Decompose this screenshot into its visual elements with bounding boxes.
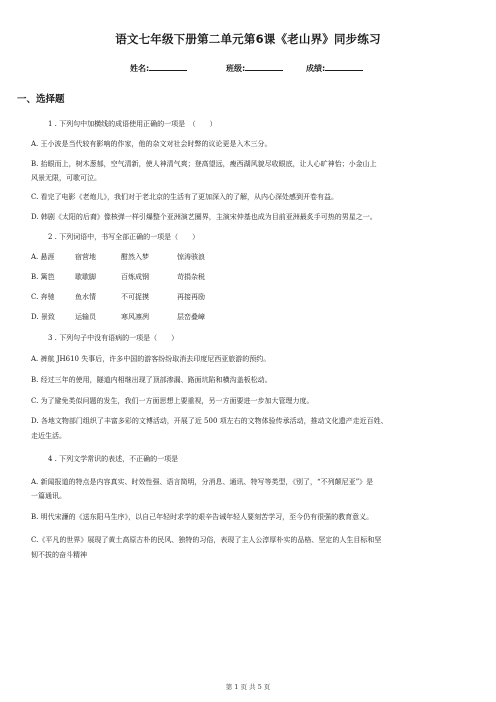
question-1-option-a: A. 王小波是当代较有影响的作家，他的杂文对社会时弊的议论更是入木三分。 <box>31 140 272 148</box>
question-3-option-a: A. 裤航 JH610 失事后，许多中国的游客纷纷取消去印度尼西亚旅游的预约。 <box>31 355 271 363</box>
question-4-option-c-line2: 韧不拔的奋斗精神 <box>31 551 87 559</box>
name-blank <box>149 62 187 71</box>
option-word: 寒风凛冽 <box>121 313 149 321</box>
score-field <box>306 62 363 74</box>
score-blank <box>325 62 363 71</box>
section-heading-choice: 一、选择题 <box>17 94 65 105</box>
option-word: 再接再励 <box>177 293 205 301</box>
question-3-option-d-line2: 走近生活。 <box>31 432 66 440</box>
question-1-option-c: C. 看完了电影《老炮儿》，我们对于老北京的生活有了更加深入的了解，从内心深处感到开卷有益。 <box>31 193 339 201</box>
score-label: 成绩: <box>306 64 326 73</box>
question-2-option-d <box>31 313 215 322</box>
question-3-option-b: B. 经过三年的使用，隧道内相继出现了顶部渗漏、路面坑陷和横沟盖板松动。 <box>31 376 272 384</box>
question-3-stem: 3 . 下列句子中没有语病的一项是（ ） <box>48 334 179 342</box>
option-word: D. 景致 <box>31 313 55 321</box>
question-1-option-d: D. 韩剧《太阳的后裔》像核弹一样引爆整个亚洲演艺圈界，主演宋仲基也成为目前亚洲最炙手可热的男星之一。 <box>31 213 377 221</box>
option-word: 百炼成钢 <box>121 273 149 281</box>
option-word: A. 悬涯 <box>31 253 55 261</box>
option-word: B. 篱笆 <box>31 273 55 281</box>
question-1-option-b-line1: B. 抬眼而上，树木葱郁，空气清新，使人神清气爽；登高望远，瘦西湖风貌尽收眼底，让人心旷神怡；小金山上 <box>31 160 377 168</box>
question-3-option-d-line1: D. 各地文物部门组织了丰富多彩的文博活动，开展了近 500 项左右的文物体验传承活动，推动文化遗产走近百姓、 <box>31 417 388 425</box>
option-word: 层峦叠嶂 <box>177 313 205 321</box>
option-word: 宿营地 <box>75 253 96 261</box>
option-word: C. 奔驰 <box>31 293 55 301</box>
name-label: 姓名: <box>130 64 150 73</box>
question-4-option-a-line1: A. 新闻报道的特点是内容真实、时效性强、语言简明，分消息、通讯、特写等类型，《别了，“不列颠尼亚”》是 <box>31 478 374 486</box>
question-2-option-c <box>31 293 215 302</box>
question-4-stem: 4 . 下列文学常识的表述，不正确的一项是 <box>48 455 179 463</box>
class-blank <box>245 62 283 71</box>
question-1-option-b-line2: 风景无限，可歌可泣。 <box>31 174 101 182</box>
question-4-option-c-line1: C.《平凡的世界》展现了黄土高原古朴的民风、独特的习俗，表现了主人公淳厚朴实的品格、坚定的人生目标和坚 <box>31 536 382 544</box>
question-1-stem: 1 . 下列句中加横线的成语使用正确的一项是 （ ） <box>48 120 217 128</box>
document-title: 语文七年级下册第二单元第6课《老山界》同步练习 <box>115 32 381 46</box>
question-2-option-b <box>31 273 215 282</box>
option-word: 鱼水情 <box>75 293 96 301</box>
question-3-option-c: C. 为了避免类似问题的发生，我们一方面思想上要重视，另一方面要进一步加大管理力度。 <box>31 397 314 405</box>
page-footer: 第 1 页 共 5 页 <box>225 683 271 691</box>
option-word: 惊涛骇浪 <box>177 253 205 261</box>
option-word: 歇歇脚 <box>75 273 96 281</box>
class-label: 班级: <box>226 64 246 73</box>
option-word: 运输员 <box>75 313 96 321</box>
question-4-option-b: B. 明代宋濂的《送东阳马生序》，以自己年轻时求学的艰辛告诫年轻人要刻苦学习，至今仍有很强的教育意义。 <box>31 513 374 521</box>
question-2-stem: 2 . 下列词语中，书写全部正确的一项是（ ） <box>48 233 200 241</box>
question-4-option-a-line2: 一篇通讯。 <box>31 492 66 500</box>
option-word: 酣然入梦 <box>121 253 149 261</box>
class-field <box>226 62 283 74</box>
name-field <box>130 62 187 74</box>
option-word: 苛捐杂税 <box>177 273 205 281</box>
question-2-option-a <box>31 253 215 262</box>
option-word: 不可捉摸 <box>121 293 149 301</box>
